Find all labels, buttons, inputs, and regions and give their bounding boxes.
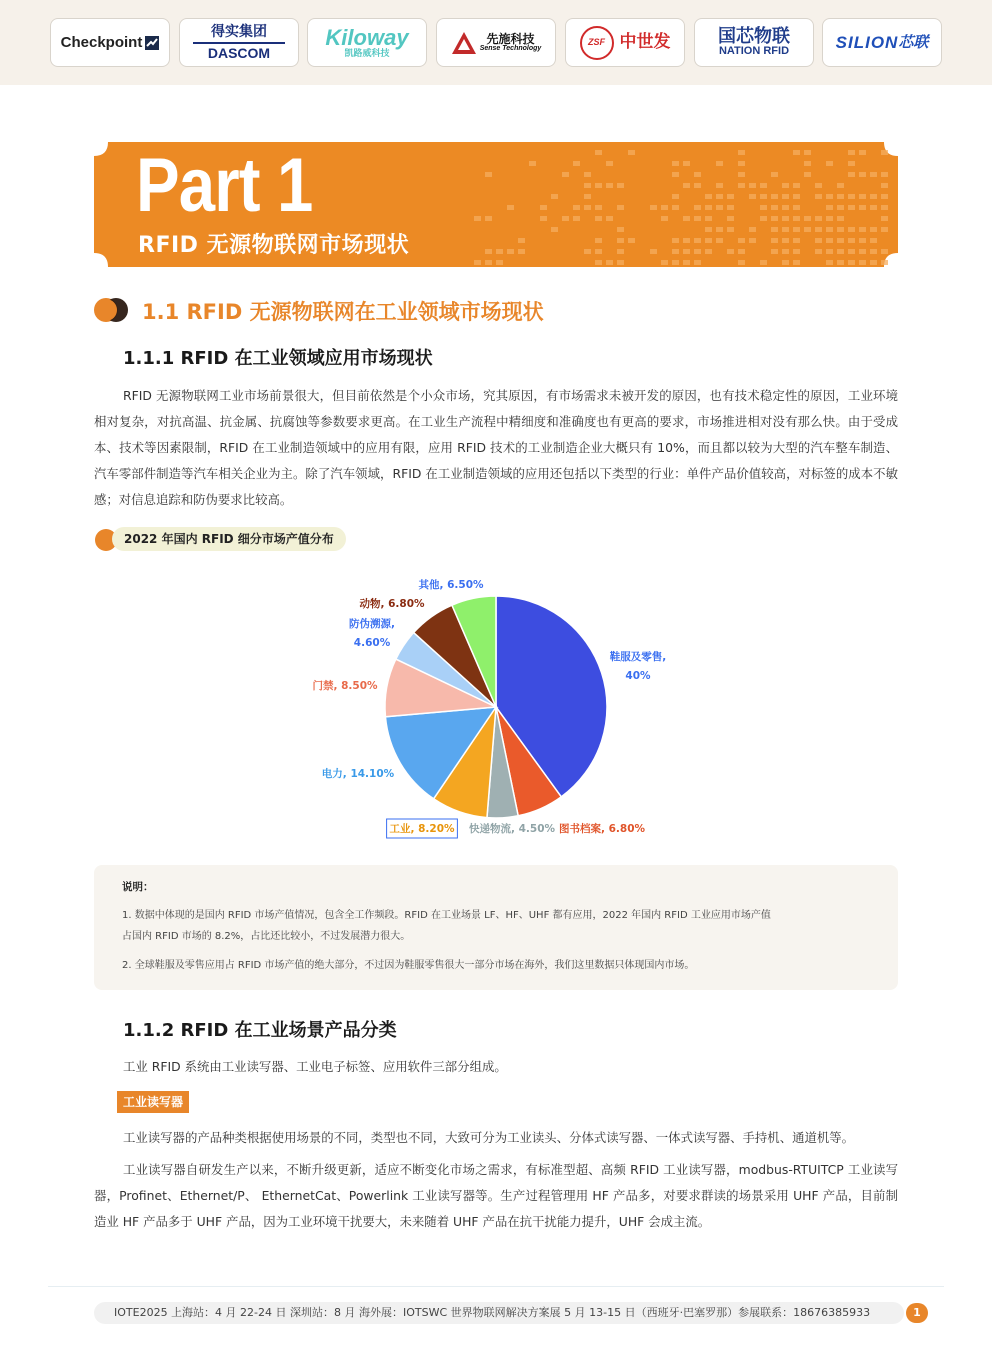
banner-pixel xyxy=(518,238,525,243)
banner-pixel xyxy=(870,238,877,243)
banner-pixel xyxy=(848,260,855,265)
banner-pixel xyxy=(837,260,844,265)
banner-pixel xyxy=(793,216,800,221)
checkpoint-logo-text: Checkpoint xyxy=(60,33,143,51)
banner-pixel xyxy=(683,260,690,265)
banner-pixel xyxy=(595,260,602,265)
banner-pixel xyxy=(760,183,767,188)
banner-pixel xyxy=(606,260,613,265)
banner-pixel xyxy=(672,194,679,199)
sponsor-logo-silion[interactable] xyxy=(822,18,942,67)
banner-pixel xyxy=(848,227,855,232)
banner-pixel xyxy=(705,205,712,210)
banner-pixel xyxy=(771,172,778,177)
banner-pixel xyxy=(606,216,613,221)
banner-pixel xyxy=(859,205,866,210)
banner-pixel xyxy=(859,227,866,232)
pie-label-3: 工业, 8.20% xyxy=(389,823,455,835)
banner-pixel xyxy=(881,227,888,232)
banner-pixel xyxy=(595,238,602,243)
banner-pixel xyxy=(870,260,877,265)
banner-title: Part 1 xyxy=(136,143,313,228)
banner-pixel xyxy=(749,238,756,243)
banner-pixel xyxy=(749,227,756,232)
kiloway-logo-cn: 凯路威科技 xyxy=(344,48,390,59)
banner-pixel xyxy=(859,249,866,254)
silion-logo-cn: 芯联 xyxy=(898,33,929,51)
banner-pixel xyxy=(848,249,855,254)
banner-pixel xyxy=(870,194,877,199)
banner-pixel xyxy=(727,249,734,254)
banner-pixel xyxy=(683,183,690,188)
banner-pixel xyxy=(793,194,800,199)
page-number: 1 xyxy=(906,1303,928,1323)
banner-pixel xyxy=(584,172,591,177)
section-1-1-2-paragraph-2: 工业读写器自研发生产以来，不断升级更新，适应不断变化市场之需求，有标准型超、高频 RFID 工业读写器，modbus-RTUITCP 工业读写器，Profinet、Ethernet/P、 EthernetCat、Powerlink 工业读写器等。生产过程管理用 HF 产品多，对要求群读的场景采用 UHF 产品，目前制造业 HF 产品多于 UHF 产品，因为工业环境干扰要大，未来随着 UHF 产品在抗干扰能力提升，UHF 会成主流。 xyxy=(94,1162,898,1229)
pie-chart xyxy=(300,570,700,850)
banner-pixel xyxy=(617,227,624,232)
banner-pixel xyxy=(584,183,591,188)
sponsor-logo-kiloway[interactable] xyxy=(307,18,427,67)
banner-pixel xyxy=(826,194,833,199)
banner-pixel xyxy=(705,249,712,254)
footer-divider xyxy=(48,1286,944,1287)
banner-pixel xyxy=(826,205,833,210)
banner-pixel xyxy=(683,238,690,243)
section-1-1-2-intro: 工业 RFID 系统由工业读写器、工业电子标签、应用软件三部分组成。 xyxy=(123,1059,507,1074)
banner-pixel xyxy=(617,238,624,243)
banner-pixel xyxy=(870,172,877,177)
pie-label-8: 其他, 6.50% xyxy=(418,579,484,591)
banner-pixel xyxy=(672,172,679,177)
banner-pixel xyxy=(694,172,701,177)
banner-pixel xyxy=(617,183,624,188)
banner-pixel xyxy=(815,183,822,188)
banner-pixel xyxy=(793,249,800,254)
note-line-1: 1. 数据中体现的是国内 RFID 市场产值情况，包含全工作频段。RFID 在工业场景 LF、HF、UHF 都有应用，2022 年国内 RFID 工业应用市场产值 xyxy=(122,910,771,921)
banner-pixel xyxy=(837,205,844,210)
banner-pixel xyxy=(661,260,668,265)
banner-pixel xyxy=(859,172,866,177)
banner-pixel xyxy=(881,216,888,221)
banner-pixel xyxy=(529,161,536,166)
banner-pixel xyxy=(650,249,657,254)
banner-pixel xyxy=(650,205,657,210)
industrial-reader-tag: 工业读写器 xyxy=(117,1091,189,1113)
banner-pixel xyxy=(881,205,888,210)
banner-pixel xyxy=(848,205,855,210)
banner-pixel xyxy=(595,205,602,210)
banner-pixel xyxy=(595,216,602,221)
banner-pixel xyxy=(738,183,745,188)
banner-pixel xyxy=(782,249,789,254)
banner-pixel xyxy=(573,205,580,210)
banner-pixel xyxy=(782,260,789,265)
part-banner xyxy=(94,142,898,267)
banner-pixel xyxy=(727,205,734,210)
banner-pixel xyxy=(727,216,734,221)
banner-pixel xyxy=(837,249,844,254)
banner-pixel xyxy=(793,205,800,210)
banner-pixel xyxy=(793,238,800,243)
banner-pixel xyxy=(551,194,558,199)
banner-pixel xyxy=(694,183,701,188)
banner-pixel xyxy=(694,238,701,243)
footer-bar: IOTE2025 上海站：4 月 22-24 日 深圳站：8 月 海外展：IOTSWC 世界物联网解决方案展 5 月 13-15 日（西班牙·巴塞罗那）参展联系：18676385933 xyxy=(94,1302,904,1324)
banner-pixel xyxy=(562,172,569,177)
banner-pixel xyxy=(540,205,547,210)
banner-pixel xyxy=(859,238,866,243)
banner-pixel xyxy=(683,249,690,254)
banner-pixel xyxy=(485,249,492,254)
note-line-1b: 占国内 RFID 市场的 8.2%，占比还比较小，不过发展潜力很大。 xyxy=(122,931,411,942)
banner-pixel xyxy=(793,183,800,188)
sense-logo-cn: 先施科技 xyxy=(486,31,535,46)
banner-pixel xyxy=(496,260,503,265)
banner-pixel xyxy=(782,205,789,210)
banner-pixel xyxy=(793,260,800,265)
banner-pixel xyxy=(738,238,745,243)
banner-pixel xyxy=(804,150,811,155)
sponsor-logo-checkpoint[interactable] xyxy=(50,18,170,67)
banner-pixel xyxy=(738,161,745,166)
section-1-1-1-heading: 1.1.1 RFID 在工业领域应用市场现状 xyxy=(123,348,433,369)
banner-pixel xyxy=(716,161,723,166)
section-1-1-1-paragraph: RFID 无源物联网工业市场前景很大，但目前依然是个小众市场，究其原因，有市场需求未被开发的原因，也有技术稳定性的原因，工业环境相对复杂，对抗高温、抗金属、抗腐蚀等参数要求更高。在工业生产流程中精细度和准确度也有更高的要求，市场推进相对没有那么快。由于受成本、技术等因素限制，RFID 在工业制造领域中的应用有限，应用 RFID 技术的工业制造企业大概只有 10%，而且都以较为大型的汽车整车制造、汽车零部件制造等汽车相关企业为主。除了汽车领域，RFID 在工业制造领域的应用还包括以下类型的行业：单件产品价值较高，对标签的成本不敏感；对信息追踪和防伪要求比较高。 xyxy=(94,388,898,507)
pie-label-1: 图书档案, 6.80% xyxy=(558,823,646,835)
banner-pixel xyxy=(716,194,723,199)
sponsor-logo-zsf[interactable] xyxy=(565,18,685,67)
banner-pixel xyxy=(584,194,591,199)
banner-pixel xyxy=(782,227,789,232)
banner-pixel xyxy=(617,249,624,254)
banner-pixel xyxy=(848,150,855,155)
banner-pixel xyxy=(815,238,822,243)
banner-pixel xyxy=(782,194,789,199)
banner-pixel xyxy=(760,205,767,210)
banner-pixel xyxy=(826,238,833,243)
banner-pixel xyxy=(485,172,492,177)
banner-pixel xyxy=(485,260,492,265)
banner-pixel xyxy=(683,216,690,221)
banner-pixel xyxy=(507,249,514,254)
banner-pixel xyxy=(815,227,822,232)
note-line-2: 2. 全球鞋服及零售应用占 RFID 市场产值的绝大部分，不过因为鞋服零售很大一部分市场在海外，我们这里数据只体现国内市场。 xyxy=(122,960,695,971)
pie-label-7: 动物, 6.80% xyxy=(359,598,425,610)
section-1-1-2-paragraph-1: 工业读写器的产品种类根据使用场景的不同，类型也不同，大致可分为工业读头、分体式读写器、一体式读写器、手持机、通道机等。 xyxy=(123,1130,855,1145)
banner-pixel xyxy=(870,205,877,210)
banner-pixel xyxy=(804,216,811,221)
banner-pixel xyxy=(837,183,844,188)
banner-pixel xyxy=(749,194,756,199)
banner-pixel xyxy=(815,216,822,221)
banner-pixel xyxy=(694,205,701,210)
banner-pixel xyxy=(848,172,855,177)
note-title: 说明： xyxy=(122,881,154,893)
nation-rfid-logo-en: NATION RFID xyxy=(718,45,790,58)
banner-pixel xyxy=(606,161,613,166)
nation-rfid-logo-cn: 国芯物联 xyxy=(718,26,790,47)
banner-pixel xyxy=(595,249,602,254)
pie-label-0: 鞋服及零售, xyxy=(609,651,667,663)
pie-label-5: 门禁, 8.50% xyxy=(312,680,378,692)
banner-pixel xyxy=(760,216,767,221)
banner-pixel xyxy=(749,183,756,188)
banner-pixel xyxy=(804,161,811,166)
sponsor-bar xyxy=(0,0,992,85)
banner-pixel xyxy=(738,150,745,155)
banner-pixel xyxy=(837,194,844,199)
banner-pixel xyxy=(826,216,833,221)
banner-pixel xyxy=(782,183,789,188)
banner-pixel xyxy=(584,205,591,210)
banner-pixel xyxy=(672,260,679,265)
banner-pixel xyxy=(716,183,723,188)
banner-pixel xyxy=(694,216,701,221)
banner-pixel xyxy=(859,150,866,155)
zsf-logo-cn: 中世发 xyxy=(619,31,671,52)
banner-pixel xyxy=(727,194,734,199)
banner-pixel xyxy=(738,172,745,177)
banner-pixel xyxy=(804,227,811,232)
pie-label-0: 40% xyxy=(625,670,651,682)
banner-pixel xyxy=(815,249,822,254)
banner-pixel xyxy=(573,161,580,166)
section-1-1-2-heading: 1.1.2 RFID 在工业场景产品分类 xyxy=(123,1020,397,1041)
banner-pixel xyxy=(782,238,789,243)
banner-pixel xyxy=(881,249,888,254)
banner-pixel xyxy=(771,194,778,199)
banner-pixel xyxy=(859,194,866,199)
banner-pixel xyxy=(859,260,866,265)
banner-pixel xyxy=(716,227,723,232)
pie-label-2: 快递物流, 4.50% xyxy=(468,823,556,835)
banner-subtitle: RFID 无源物联网市场现状 xyxy=(138,233,410,258)
banner-pixel xyxy=(881,194,888,199)
banner-pixel xyxy=(771,216,778,221)
banner-pixel xyxy=(848,161,855,166)
banner-pixel xyxy=(551,227,558,232)
banner-pixel xyxy=(595,150,602,155)
banner-pixel xyxy=(628,150,635,155)
banner-pixel xyxy=(881,183,888,188)
banner-pixel xyxy=(562,216,569,221)
banner-pixel xyxy=(661,216,668,221)
banner-pixel xyxy=(881,172,888,177)
banner-pixel xyxy=(672,249,679,254)
banner-pixel xyxy=(705,227,712,232)
chart-title: 2022 年国内 RFID 细分市场产值分布 xyxy=(112,527,346,551)
banner-pixel xyxy=(474,216,481,221)
dascom-logo-cn: 得实集团 xyxy=(211,23,267,40)
banner-pixel xyxy=(705,216,712,221)
zsf-circle-icon xyxy=(580,26,614,60)
banner-pixel xyxy=(771,227,778,232)
pie-label-6: 防伪溯源, xyxy=(349,618,395,630)
banner-pixel xyxy=(881,260,888,265)
banner-pixel xyxy=(672,161,679,166)
banner-pixel xyxy=(672,205,679,210)
dascom-logo-rule xyxy=(193,42,285,44)
banner-pixel xyxy=(485,216,492,221)
banner-pixel xyxy=(782,216,789,221)
sense-logo-en: Sense Technology xyxy=(479,45,542,53)
banner-pixel xyxy=(683,161,690,166)
banner-pixel xyxy=(826,227,833,232)
banner-pixel xyxy=(738,249,745,254)
banner-pixel xyxy=(815,194,822,199)
banner-pixel xyxy=(507,205,514,210)
pie-label-4: 电力, 14.10% xyxy=(321,768,395,780)
banner-pixel xyxy=(496,249,503,254)
banner-pixel xyxy=(837,216,844,221)
dascom-logo-en: DASCOM xyxy=(207,44,271,61)
sponsor-logo-nation-rfid[interactable] xyxy=(694,18,814,67)
banner-pixel xyxy=(793,227,800,232)
banner-pixel xyxy=(848,238,855,243)
banner-pixel xyxy=(826,260,833,265)
banner-pixel xyxy=(705,238,712,243)
banner-pixel xyxy=(716,205,723,210)
banner-pixel xyxy=(694,260,701,265)
banner-pixel xyxy=(771,238,778,243)
banner-pixel xyxy=(540,216,547,221)
banner-pixel xyxy=(771,205,778,210)
section-bullet-icon xyxy=(94,297,128,323)
banner-pixel xyxy=(705,194,712,199)
banner-pixel xyxy=(617,205,624,210)
banner-pixel xyxy=(771,249,778,254)
kiloway-logo-en: Kiloway xyxy=(325,25,409,51)
banner-pixel xyxy=(617,260,624,265)
banner-pixel xyxy=(595,183,602,188)
banner-pixel xyxy=(826,249,833,254)
banner-pixel xyxy=(848,194,855,199)
banner-pixel xyxy=(837,238,844,243)
banner-pixel xyxy=(760,194,767,199)
sponsor-logo-sense[interactable] xyxy=(436,18,556,67)
sponsor-logo-dascom[interactable] xyxy=(179,18,299,67)
pie-label-6: 4.60% xyxy=(353,637,391,649)
banner-pixel xyxy=(760,260,767,265)
banner-pixel xyxy=(474,260,481,265)
zsf-mark-text: ZSF xyxy=(588,36,605,47)
banner-pixel xyxy=(870,249,877,254)
banner-pixel xyxy=(881,150,888,155)
note-box xyxy=(94,865,898,990)
banner-pixel xyxy=(573,216,580,221)
banner-pixel xyxy=(672,238,679,243)
banner-pixel xyxy=(870,227,877,232)
banner-pixel xyxy=(606,183,613,188)
banner-pixel xyxy=(727,227,734,232)
section-1-1-heading: 1.1 RFID 无源物联网在工业领域市场现状 xyxy=(142,300,544,324)
silion-logo-en: SILION xyxy=(835,32,899,52)
banner-pixel xyxy=(716,238,723,243)
banner-pixel xyxy=(628,238,635,243)
banner-pixel xyxy=(793,150,800,155)
banner-pixel xyxy=(661,205,668,210)
banner-pixel xyxy=(518,249,525,254)
banner-pixel xyxy=(804,172,811,177)
banner-pixel xyxy=(584,249,591,254)
checkpoint-mark-icon xyxy=(145,36,159,50)
banner-pixel xyxy=(694,249,701,254)
banner-pixel xyxy=(837,227,844,232)
banner-pixel xyxy=(826,161,833,166)
banner-pixel xyxy=(738,260,745,265)
sense-triangle-icon xyxy=(451,30,477,56)
